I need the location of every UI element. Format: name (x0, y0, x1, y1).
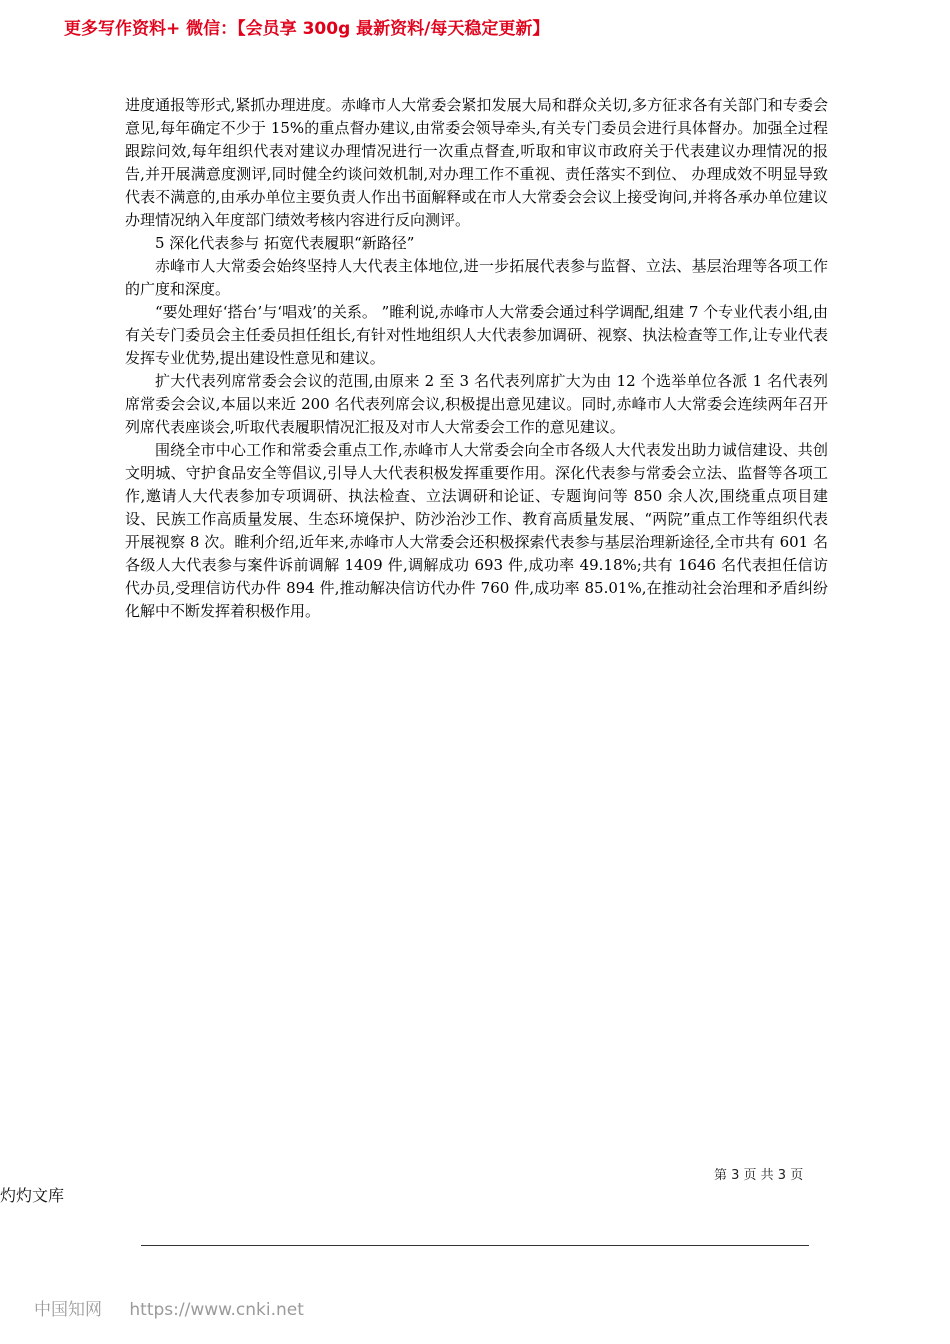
paragraph: 扩大代表列席常委会会议的范围,由原来 2 至 3 名代表列席扩大为由 12 个选举单位各派 1 名代表列席常委会会议,本届以来近 200 名代表列席会议,积极提出意见建议。同时,赤峰市人大常委会连续两年召开列席代表座谈会,听取代表履职情况汇报及对市人大常委会工作的意见建议。 (125, 372, 828, 436)
paragraph: 围绕全市中心工作和常委会重点工作,赤峰市人大常委会向全市各级人大代表发出助力诚信建设、共创文明城、守护食品安全等倡议,引导人大代表积极发挥重要作用。深化代表参与常委会立法、监督等各项工作,邀请人大代表参加专项调研、执法检查、立法调研和论证、专题询问等 850 余人次,围绕重点项目建设、民族工作高质量发展、生态环境保护、防沙治沙工作、教育高质量发展、“两院”重点工作等组织代表开展视察 8 次。睢利介绍,近年来,赤峰市人大常委会还积极探索代表参与基层治理新途径,全市共有 601 名各级人大代表参与案件诉前调解 1409 件,调解成功 693 件,成功率 49.18%;共有 1646 名代表担任信访代办员,受理信访代办件 894 件,推动解决信访代办件 760 件,成功率 85.01%,在推动社会治理和矛盾纠纷化解中不断发挥着积极作用。 (125, 441, 828, 620)
footer-brand: 灼灼文库 (0, 1186, 65, 1205)
promo-banner: 更多写作资料+ 微信：【会员享 300g 最新资料/每天稳定更新】 (64, 19, 550, 39)
watermark (34, 1295, 304, 1320)
document-body (125, 94, 828, 623)
watermark-url: https://www.cnki.net (129, 1300, 304, 1320)
paragraph: 赤峰市人大常委会始终坚持人大代表主体地位,进一步拓展代表参与监督、立法、基层治理等各项工作的广度和深度。 (125, 257, 828, 298)
paragraph-continuation: 进度通报等形式,紧抓办理进度。赤峰市人大常委会紧扣发展大局和群众关切,多方征求各有关部门和专委会意见,每年确定不少于 15%的重点督办建议,由常委会领导牵头,有关专门委员会进行具体督办。加强全过程跟踪问效,每年组织代表对建议办理情况进行一次重点督查,听取和审议市政府关于代表建议办理情况的报告,并开展满意度测评,同时健全约谈问效机制,对办理工作不重视、责任落实不到位、 办理成效不明显导致代表不满意的,由承办单位主要负责人作出书面解释或在市人大常委会会议上接受询问,并将各承办单位建议办理情况纳入年度部门绩效考核内容进行反向测评。 (125, 96, 828, 229)
watermark-name: 中国知网 (34, 1300, 102, 1320)
page-number: 第 3 页 共 3 页 (714, 1168, 804, 1183)
section-heading: 5 深化代表参与 拓宽代表履职“新路径” (155, 234, 415, 252)
footer-divider (141, 1245, 809, 1246)
paragraph: “要处理好‘搭台’与‘唱戏’的关系。 ”睢利说,赤峰市人大常委会通过科学调配,组建 7 个专业代表小组,由有关专门委员会主任委员担任组长,有针对性地组织人大代表参加调研、视察、执法检查等工作,让专业代表发挥专业优势,提出建设性意见和建议。 (125, 303, 828, 367)
